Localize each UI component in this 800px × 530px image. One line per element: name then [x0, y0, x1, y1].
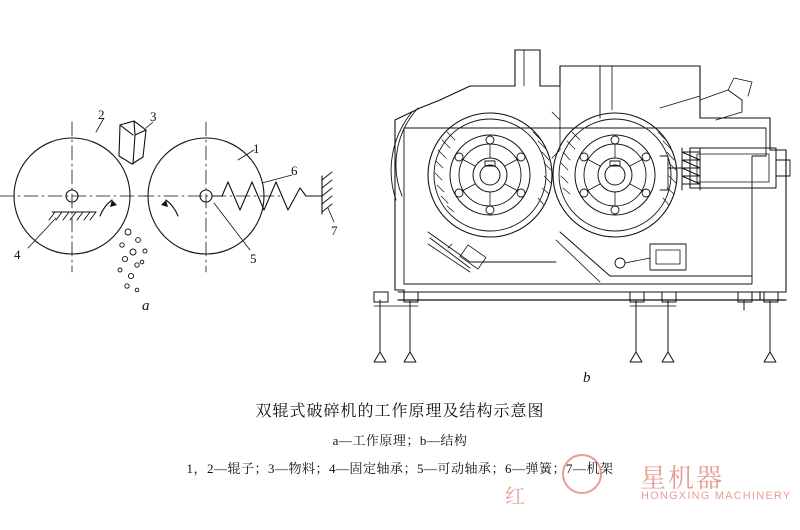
caption-legend: 1，2—辊子；3—物料；4—固定轴承；5—可动轴承；6—弹簧；7—机架 — [186, 461, 614, 476]
callout-1: 1 — [253, 141, 260, 156]
watermark-en: HONGXING MACHINERY — [641, 490, 792, 502]
caption-subtitle: a—工作原理；b—结构 — [332, 433, 468, 448]
panel-b-letter: b — [583, 370, 591, 386]
callout-3: 3 — [150, 109, 157, 124]
panel-a-drawing — [0, 118, 334, 292]
callout-6: 6 — [291, 163, 298, 178]
caption-title: 双辊式破碎机的工作原理及结构示意图 — [255, 403, 545, 420]
watermark-cn-left: 红 — [505, 486, 547, 508]
watermark-cn-right: 星机器 — [640, 464, 725, 493]
figure-caption — [0, 398, 800, 477]
panel-b-drawing — [374, 50, 790, 362]
callout-5: 5 — [250, 251, 257, 266]
panel-a-letter: a — [142, 298, 150, 314]
callout-4: 4 — [14, 247, 21, 262]
callout-2: 2 — [98, 107, 105, 122]
callout-7: 7 — [331, 223, 338, 238]
